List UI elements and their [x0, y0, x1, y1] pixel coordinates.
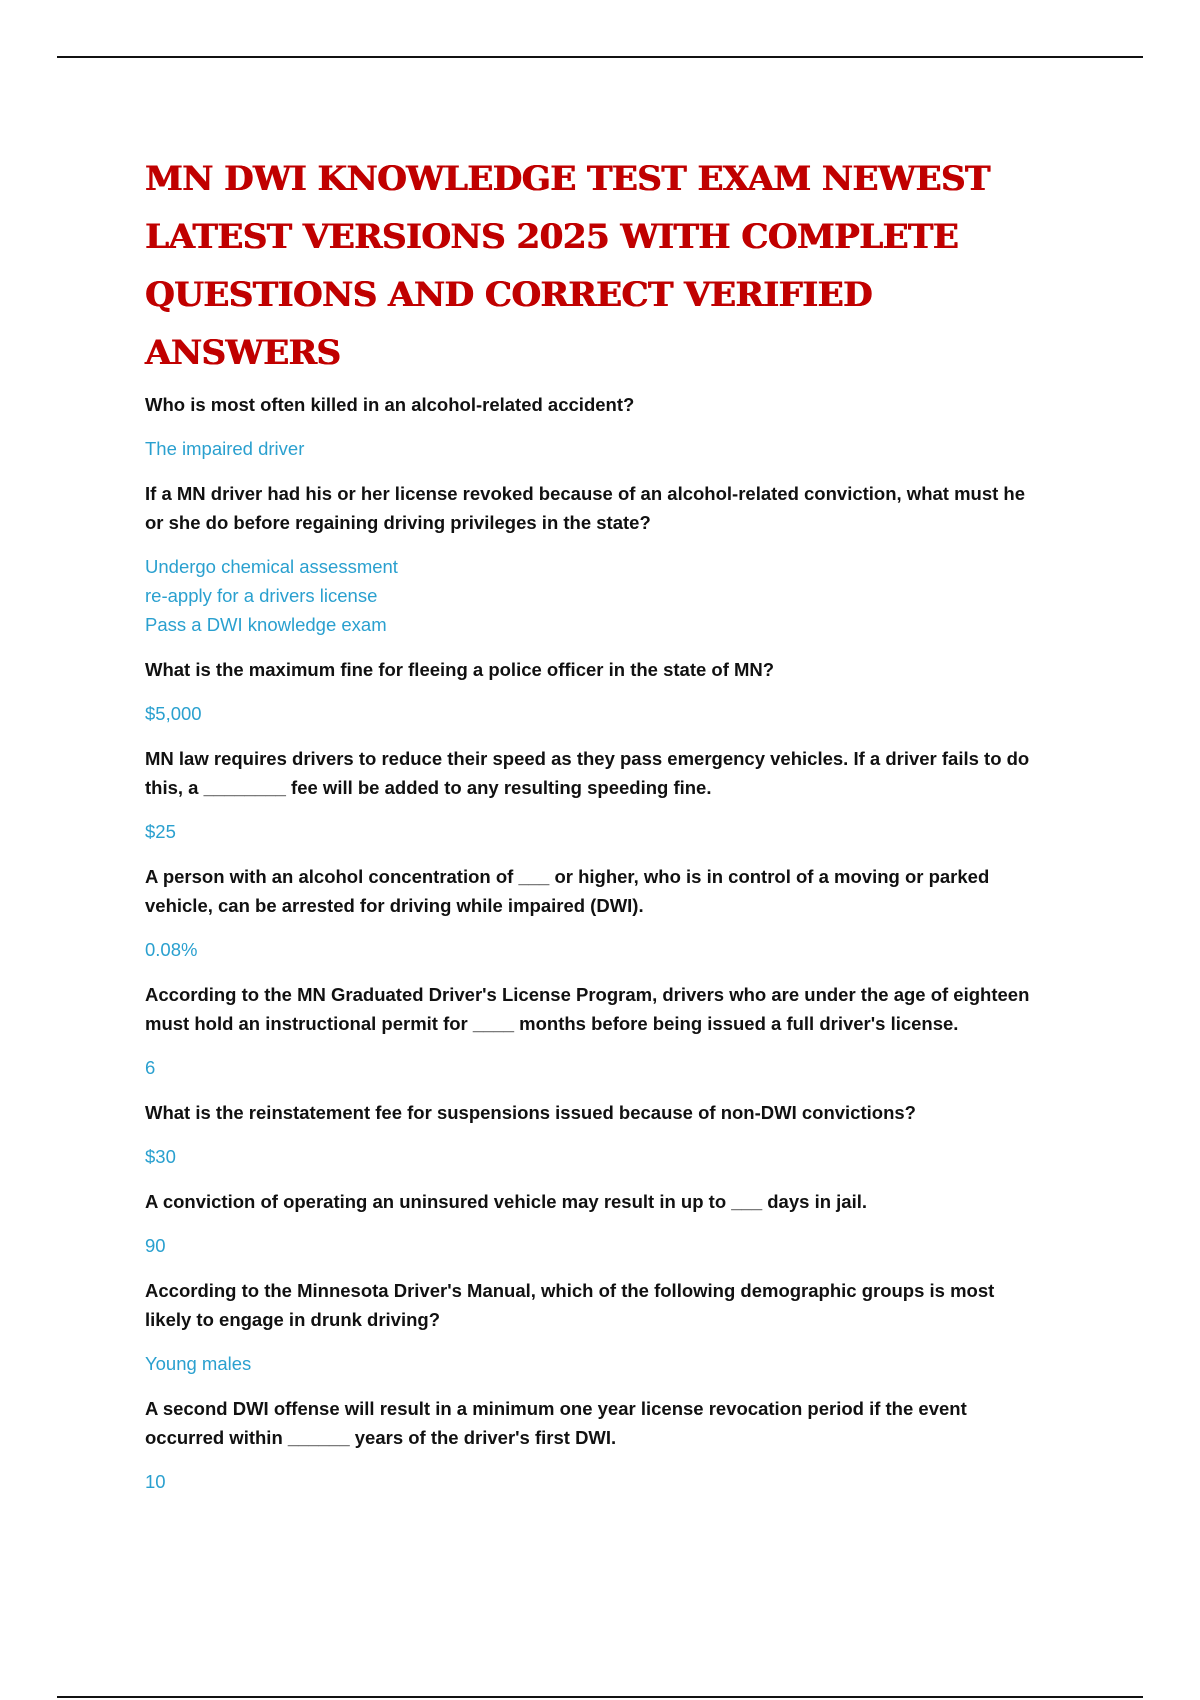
qa-item — [145, 744, 1045, 846]
answer-text: $5,000 — [145, 703, 202, 724]
answer-text: $30 — [145, 1146, 176, 1167]
document-body — [145, 150, 1045, 1512]
qa-item — [145, 390, 1045, 463]
answer-group — [145, 935, 1045, 964]
answer-text: 6 — [145, 1057, 156, 1078]
bottom-rule — [57, 1696, 1143, 1698]
document-title: MN DWI KNOWLEDGE TEST EXAM NEWEST LATEST VERSIONS 2025 WITH COMPLETE QUESTIONS AND CORRECT VERIFIED ANSWERS — [145, 159, 990, 373]
qa-item — [145, 1187, 1045, 1260]
answer-group — [145, 552, 1045, 639]
question-text: According to the MN Graduated Driver's License Program, drivers who are under the age of eighteen must hold an instructional permit for ____ months before being issued a full driver's license. — [145, 984, 1030, 1034]
qa-item — [145, 1098, 1045, 1171]
qa-item — [145, 980, 1045, 1082]
question-text: A second DWI offense will result in a minimum one year license revocation period if the event occurred within ______ years of the driver's first DWI. — [145, 1398, 967, 1448]
question-text: A conviction of operating an uninsured vehicle may result in up to ___ days in jail. — [145, 1191, 867, 1212]
answer-text: Pass a DWI knowledge exam — [145, 614, 387, 635]
answer-group — [145, 699, 1045, 728]
question-text: If a MN driver had his or her license revoked because of an alcohol-related conviction, what must he or she do before regaining driving privileges in the state? — [145, 483, 1026, 533]
answer-group — [145, 1467, 1045, 1496]
answer-group — [145, 1349, 1045, 1378]
question-text: Who is most often killed in an alcohol-related accident? — [145, 394, 635, 415]
question-text: What is the reinstatement fee for suspensions issued because of non-DWI convictions? — [145, 1102, 916, 1123]
answer-group — [145, 1142, 1045, 1171]
answer-text: Young males — [145, 1353, 252, 1374]
top-rule — [57, 56, 1143, 58]
qa-item — [145, 1394, 1045, 1496]
answer-text: Undergo chemical assessment — [145, 556, 398, 577]
answer-group — [145, 1053, 1045, 1082]
answer-text: re-apply for a drivers license — [145, 585, 378, 606]
qa-item — [145, 1276, 1045, 1378]
qa-item — [145, 655, 1045, 728]
answer-group — [145, 817, 1045, 846]
qa-item — [145, 479, 1045, 639]
question-text: According to the Minnesota Driver's Manual, which of the following demographic groups is most likely to engage in drunk driving? — [145, 1280, 995, 1330]
answer-text: $25 — [145, 821, 176, 842]
qa-item — [145, 862, 1045, 964]
qa-list — [145, 390, 1045, 1496]
answer-text: 90 — [145, 1235, 166, 1256]
question-text: What is the maximum fine for fleeing a police officer in the state of MN? — [145, 659, 775, 680]
answer-text: The impaired driver — [145, 438, 305, 459]
answer-group — [145, 434, 1045, 463]
answer-text: 0.08% — [145, 939, 198, 960]
answer-text: 10 — [145, 1471, 166, 1492]
answer-group — [145, 1231, 1045, 1260]
question-text: A person with an alcohol concentration of ___ or higher, who is in control of a moving or parked vehicle, can be arrested for driving while impaired (DWI). — [145, 866, 990, 916]
question-text: MN law requires drivers to reduce their speed as they pass emergency vehicles. If a driver fails to do this, a ________ fee will be added to any resulting speeding fine. — [145, 748, 1030, 798]
